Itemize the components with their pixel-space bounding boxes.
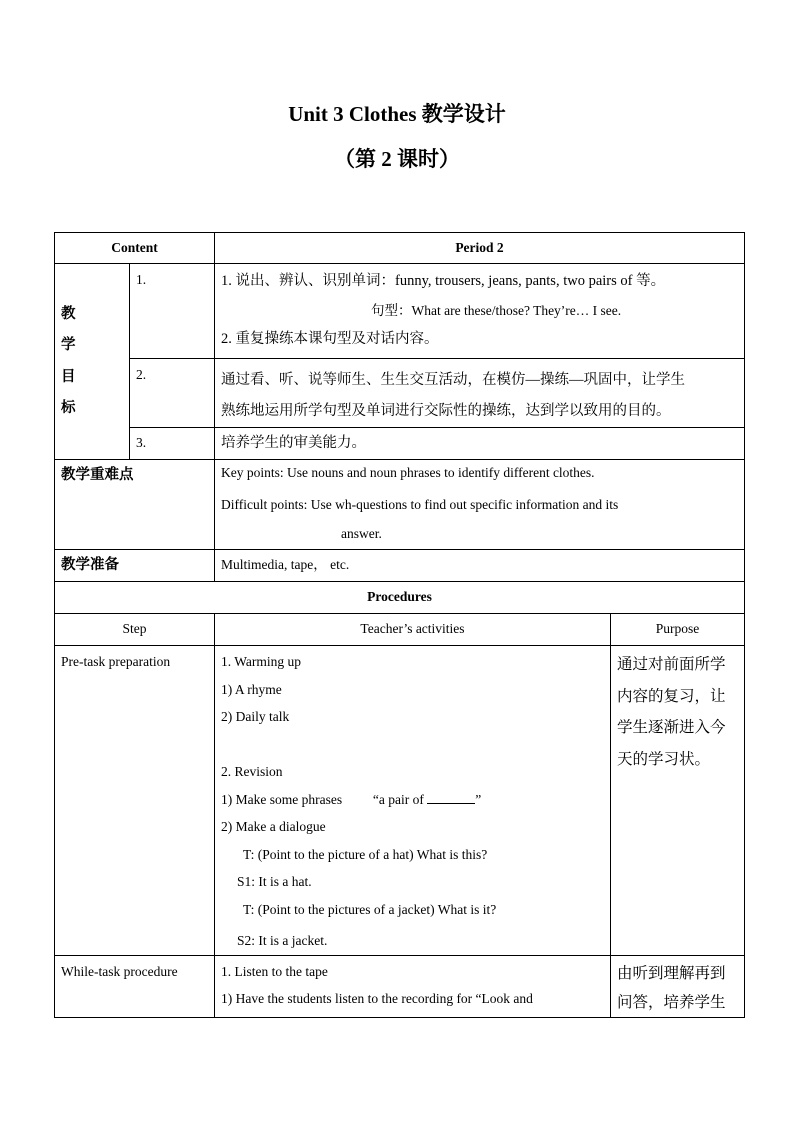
objective-number: 2. — [130, 359, 215, 428]
objective-row-2 — [55, 359, 745, 428]
objectives-label: 教 学 目 标 — [55, 264, 130, 460]
lesson-plan-table — [54, 232, 745, 1018]
fill-in-blank — [427, 791, 475, 804]
step-cell: While-task procedure — [55, 955, 215, 1017]
period-header: Period 2 — [215, 233, 745, 264]
activities-cell: 1. Warming up 1) A rhyme 2) Daily talk 2. Revision 1) Make some phrases “a pair of ” 2) Make a dialogue T: (Point to the picture of a hat) What is this? S1: It is a hat. T: (Point to the pictures of a jacket) What is it? S2: It is a jacket. — [215, 646, 611, 956]
step-cell: Pre-task preparation — [55, 646, 215, 956]
document-subtitle: （第 2 课时） — [334, 147, 460, 171]
purpose-header: Purpose — [611, 614, 745, 646]
objective-text: 通过看、听、说等师生、生生交互活动，在模仿—操练—巩固中，让学生 熟练地运用所学句型及单词进行交际性的操练，达到学以致用的目的。 — [215, 359, 745, 428]
key-difficult-text: Key points: Use nouns and noun phrases to identify different clothes. Difficult points: Use wh-questions to find out specific information and its answer. — [215, 460, 745, 550]
header-row — [55, 233, 745, 264]
preparation-label: 教学准备 — [55, 550, 215, 582]
step-header: Step — [55, 614, 215, 646]
activities-cell: 1. Listen to the tape 1) Have the students listen to the recording for “Look and — [215, 955, 611, 1017]
objective-number: 3. — [130, 428, 215, 460]
purpose-cell: 由听到理解再到问答，培养学生 — [611, 955, 745, 1017]
objective-row-1 — [55, 264, 745, 359]
key-difficult-label: 教学重难点 — [55, 460, 215, 550]
document-title: Unit 3 Clothes 教学设计 — [288, 102, 506, 126]
objective-text: 1. 说出、辨认、识别单词：funny, trousers, jeans, pants, two pairs of 等。 句型：What are these/those? They’re… I see. 2. 重复操练本课句型及对话内容。 — [215, 264, 745, 359]
objective-number: 1. — [130, 264, 215, 359]
objective-row-3 — [55, 428, 745, 460]
procedures-title-row — [55, 582, 745, 614]
procedure-row-while-task — [55, 955, 745, 1017]
procedures-header-row — [55, 614, 745, 646]
key-difficult-row — [55, 460, 745, 550]
procedures-title: Procedures — [55, 582, 745, 614]
objective-text: 培养学生的审美能力。 — [215, 428, 745, 460]
preparation-row — [55, 550, 745, 582]
content-header: Content — [55, 233, 215, 264]
procedure-row-pre-task — [55, 646, 745, 956]
preparation-value: Multimedia, tape， etc. — [215, 550, 745, 582]
activities-header: Teacher’s activities — [215, 614, 611, 646]
purpose-cell: 通过对前面所学内容的复习，让学生逐渐进入今天的学习状。 — [611, 646, 745, 956]
phrase-line: 1) Make some phrases “a pair of ” — [221, 791, 482, 807]
